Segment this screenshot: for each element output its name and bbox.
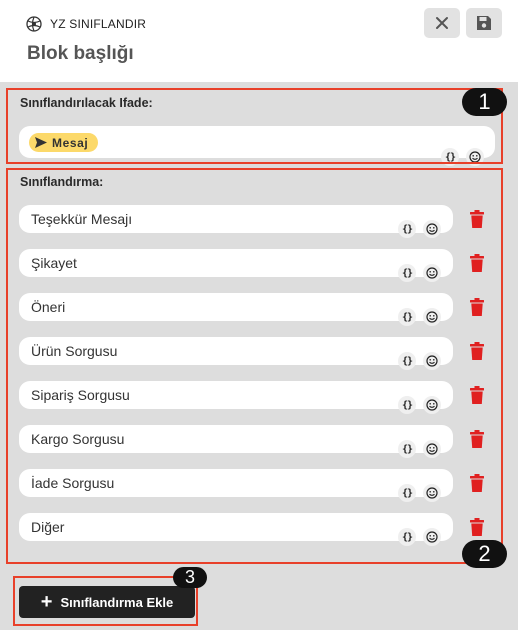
close-button[interactable] (424, 8, 460, 38)
classification-label-text: Teşekkür Mesajı (31, 211, 133, 227)
braces-icon: {} (401, 487, 413, 499)
classification-label-text: Sipariş Sorgusu (31, 387, 130, 403)
ai-brain-icon (24, 14, 44, 34)
braces-icon: {} (401, 399, 413, 411)
classification-label-text: Diğer (31, 519, 65, 535)
classification-label-text: Ürün Sorgusu (31, 343, 118, 359)
panel-header (0, 0, 518, 82)
annotation-box-1 (6, 88, 503, 164)
braces-icon: {} (401, 531, 413, 543)
classification-label-text: Şikayet (31, 255, 77, 271)
classification-label-text: Kargo Sorgusu (31, 431, 125, 447)
annotation-badge-3: 3 (173, 567, 207, 588)
save-button[interactable] (466, 8, 502, 38)
braces-icon: {} (401, 355, 413, 367)
annotation-badge-1: 1 (462, 88, 507, 116)
add-classification-label: Sınıflandırma Ekle (60, 594, 174, 610)
classification-label-text: Öneri (31, 299, 66, 315)
chip-label: Mesaj (52, 135, 89, 150)
brand-label: YZ SINIFLANDIR (50, 17, 147, 31)
braces-icon: {} (401, 443, 413, 455)
plus-icon: + (40, 591, 53, 613)
close-icon (435, 16, 449, 30)
braces-icon: {} (444, 151, 456, 163)
annotation-box-2 (6, 168, 503, 564)
floppy-disk-icon (476, 15, 492, 31)
annotation-badge-2: 2 (462, 540, 507, 568)
block-title[interactable]: Blok başlığı (27, 43, 134, 64)
brand (24, 14, 146, 34)
classification-label-text: İade Sorgusu (31, 475, 115, 491)
braces-icon: {} (401, 311, 413, 323)
braces-icon: {} (401, 267, 413, 279)
expression-label: Sınıflandırılacak Ifade: (20, 96, 153, 110)
annotation-box-3 (13, 576, 198, 626)
braces-icon: {} (401, 223, 413, 235)
classification-label: Sınıflandırma: (20, 175, 104, 189)
